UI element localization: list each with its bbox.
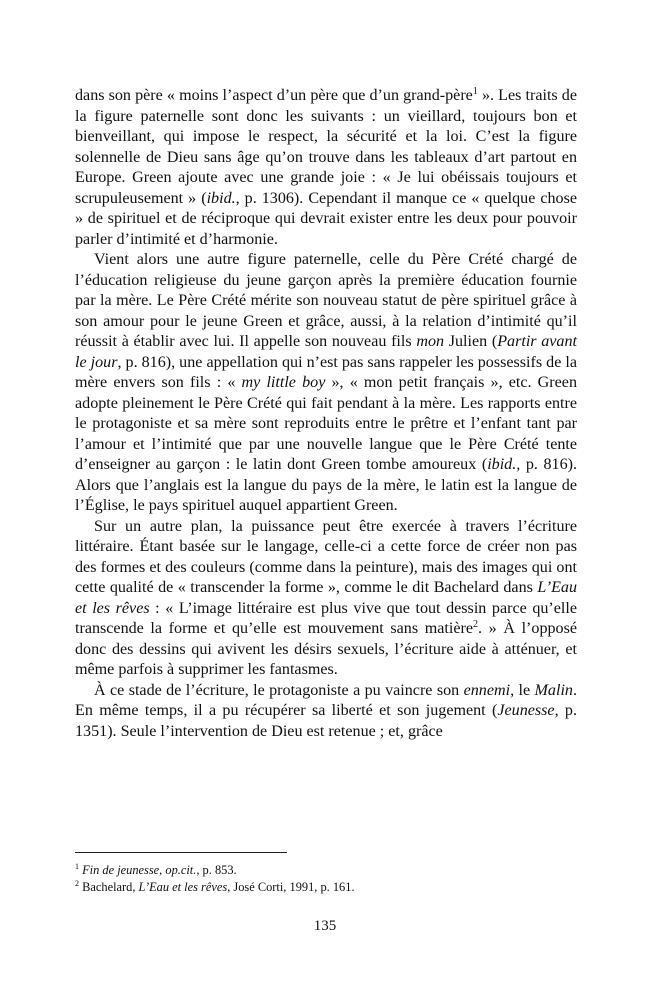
footnote-number: 1 <box>75 862 79 871</box>
italic-text: mon <box>416 333 445 350</box>
text-run: ». Les traits de la figure paternelle sont donc les suivants : un vieillard, toujours bon et bienveillant, qui impose le respect, la sécurité et la loi. C’est la figure solennelle de Dieu sans âge qu’on trouve dans les tableaux d’art partout en Europe. Green ajoute avec une grande joie : « Je lui obéissais toujours et scrupuleusement » ( <box>75 87 577 207</box>
footnote <box>75 862 577 879</box>
footnote-separator <box>75 852 287 853</box>
text-run: Sur un autre plan, la puissance peut être exercée à travers l’écriture littéraire. Étant basée sur le langage, celle-ci a cette force de créer non pas des formes et des couleurs (comme dans la peinture), mais des images qui ont cette qualité de « transcender la forme », comme le dit Bachelard dans <box>75 517 577 596</box>
body-text <box>75 86 577 742</box>
text-run: . En même temps, il a pu récupérer sa liberté et son jugement ( <box>75 681 578 719</box>
italic-text: my little boy <box>241 374 326 391</box>
italic-text: Partir avant le jour <box>75 333 578 371</box>
text-run: Bachelard, <box>82 880 139 894</box>
footnote-ref: 2 <box>473 619 478 630</box>
footnote-number: 2 <box>75 879 79 888</box>
italic-text: Malin <box>534 681 573 699</box>
text-run: , p. 1306). Cependant il manque ce « quelque chose » de spirituel et de réciproque qui devrait exister entre les deux pour pouvoir parler d’intimité et d’harmonie. <box>75 189 577 248</box>
italic-text: ibid., <box>487 456 521 473</box>
italic-text: ibid. <box>206 189 236 207</box>
text-run: p. 816). Alors que l’anglais est la langue du pays de la mère, le latin est la langue de l’Église, le pays spirituel auquel appartient Green. <box>75 456 577 514</box>
paragraph <box>75 250 577 517</box>
footnotes <box>75 862 577 896</box>
text-run: Vient alors une autre figure paternelle, celle du Père Crété chargé de l’éducation religieuse du jeune garçon après la première éducation fournie par la mère. Le Père Crété mérite son nouveau statut de père spirituel grâce à son amour pour le jeune Green et grâce, aussi, à la relation d’intimité qu’il réussit à établir avec lui. Il appelle son nouveau fils <box>75 251 577 350</box>
paragraph <box>75 86 577 250</box>
text-run: , p. 853. <box>196 863 237 877</box>
paragraph <box>75 681 577 743</box>
italic-text: Jeunesse <box>497 702 555 719</box>
text-run: », « mon petit français », etc. Green adopte pleinement le Père Crété qui fait pendant à la mère. Les rapports entre le protagoniste et sa mère sont reproduits entre le prêtre et l’enfant tant par l’amour et l’intimité que par une nouvelle langue que le Père Crété tente d’enseigner au garçon : le latin dont Green tombe amoureux ( <box>75 374 577 473</box>
italic-text: ennemi <box>463 681 511 699</box>
text-run: , le <box>510 681 535 699</box>
text-run: , p. 1351). Seule l’intervention de Dieu est retenue ; et, grâce <box>75 702 577 740</box>
paragraph <box>75 517 577 681</box>
footnote-ref: 1 <box>472 86 478 97</box>
italic-text: L’Eau et les rêves <box>75 579 577 617</box>
text-run: . » À l’opposé donc des dessins qui avivent les désirs sexuels, l’écriture aide à atténuer, et même parfois à supprimer les fantasmes. <box>75 620 577 678</box>
page-number: 135 <box>313 918 337 934</box>
text-run: dans son père « moins l’aspect d’un père que d’un grand-père <box>75 87 473 104</box>
text-run: : « L’image littéraire est plus vive que tout dessin parce qu’elle transcende la forme et qu’elle est mouvement sans matière <box>75 599 578 637</box>
text-run: José Corti, 1991, p. 161. <box>230 880 355 894</box>
italic-text: L’Eau et les rêves, <box>138 880 231 894</box>
text-run: Julien ( <box>444 333 498 350</box>
footnote <box>75 879 577 896</box>
text-run: , p. 816), une appellation qui n’est pas sans rappeler les possessifs de la mère envers son fils : « <box>75 353 578 391</box>
italic-text: Fin de jeunesse, op.cit. <box>82 863 197 877</box>
text-run: À ce stade de l’écriture, le protagoniste a pu vaincre son <box>94 681 464 699</box>
